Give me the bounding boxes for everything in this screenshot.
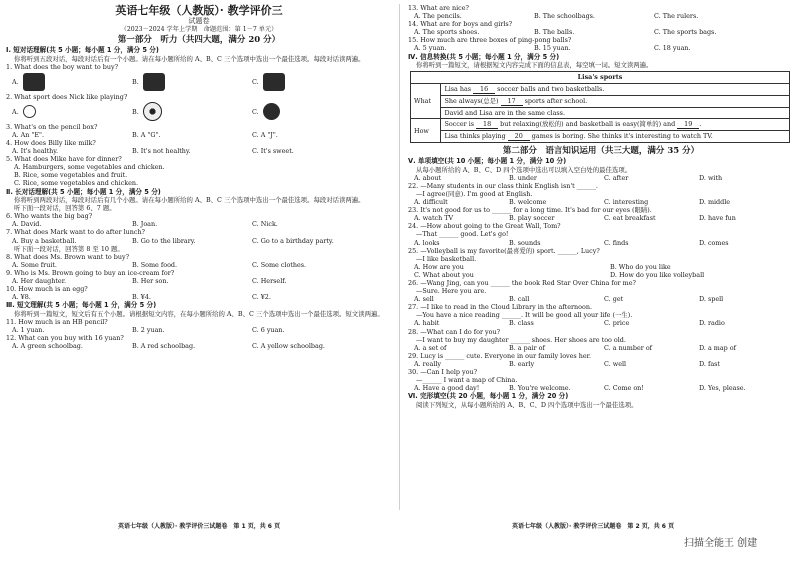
page-divider [399,4,400,510]
question-27-options: A. habit B. class C. price D. radio [414,319,725,328]
question-9: 9. Who is Ms. Brown going to buy an ice-cream for? [6,268,175,277]
option-c: C. [252,73,372,91]
question-25: 25. —Volleyball is my favorite(最喜爱的) sport. ______, Lucy? [408,246,600,255]
question-15-options: A. 5 yuan. B. 15 yuan. C. 18 yuan. [414,44,691,53]
page-two [408,4,794,514]
section-instruction: 你将听到一篇短文，请根据短文内容完成下面的信息表，每空填一词。短文读两遍。 [416,61,653,70]
question-11: 11. How much is an HB pencil? [6,317,108,326]
option-line: A. Hamburgers, some vegetables and chicken. [14,163,165,172]
question-1: 1. What does the boy want to buy? [6,62,119,71]
question-9-options: A. Her daughter. B. Her son. C. Herself. [12,276,287,285]
question-3-options: A. An "E". B. A "G". C. A "J". [12,130,278,139]
soccer-ball-picture [143,102,162,121]
question-22: 22. —Many students in our class think English isn't ______. [408,181,598,190]
question-1-options [6,71,392,93]
question-29: 29. Lucy is ______ cute. Everyone in our family loves her. [408,351,592,360]
table-cell: Soccer is 18 but relaxing(放松的) and basketball is easy(简单的) and 19 . [441,119,790,131]
table-row-label: How [411,119,441,143]
answer-blank-16[interactable]: 16 [473,85,495,94]
question-24-reply: —That ______ good. Let's go! [416,230,509,239]
page-two-footer: 英语七年级（人教版）· 教学评价三试题卷 第 2 页，共 6 页 [512,523,675,530]
question-26-reply: —Sure. Here you are. [416,287,487,296]
question-13: 13. What are nice? [408,4,469,12]
page-one-footer: 英语七年级（人教版）· 教学评价三试题卷 第 1 页，共 6 页 [118,523,281,530]
question-11-options: A. 1 yuan. B. 2 yuan. C. 6 yuan. [12,325,285,334]
section-instruction: 你将听到五段对话，每段对话后有一个小题。请在每小题所给的 A、B、C 三个选项中选出一个最佳选项。每段对话读两遍。 [14,54,365,63]
question-21-options: A. about B. under C. after D. with [414,173,723,182]
section-heading: Ⅳ. 信息转换(共 5 小题；每小题 1 分，满分 5 分) [408,52,560,61]
ping-pong-ball-picture [23,105,36,118]
option-line: C. Rice, some vegetables and chicken. [14,179,139,188]
question-14: 14. What are for boys and girls? [408,20,513,29]
option-c: C. [252,103,372,120]
question-24: 24. —How about going to the Great Wall, Tom? [408,222,561,231]
question-14-options: A. The sports shoes. B. The balls. C. The sports bags. [414,28,717,37]
exam-scope: （2023－2024 学年上学期 命题范围：第 1－7 单元） [120,26,278,33]
section-heading: Ⅰ. 短对话理解(共 5 小题；每小题 1 分，满分 5 分) [6,46,159,54]
question-8-options: A. Some fruit. B. Some food. C. Some clothes. [12,260,307,269]
question-28-options: A. a set of B. a pair of C. a number of D. a map of [414,343,737,352]
answer-blank-18[interactable]: 18 [476,120,498,129]
table-row-label: What [411,84,441,119]
question-30-options: A. Have a good day! B. You're welcome. C. Come on! D. Yes, please. [414,384,746,393]
question-30-reply: —______ I want a map of China. [416,376,518,385]
option-a: A. [12,73,132,91]
exam-title: 英语七年级（人教版）· 教学评价三 [115,4,283,17]
question-28-reply: —I want to buy my daughter ______ shoes. Her shoes are too old. [416,335,626,344]
question-27: 27. —I like to read in the Cloud Library in the afternoon. [408,303,593,312]
exam-subtitle: 试题卷 [188,17,210,25]
question-23: 23. It's not good for us to ______ for a long time. It's bad for our eyes (眼睛). [408,206,652,215]
section-heading: Ⅴ. 单项填空(共 10 小题；每小题 1 分，满分 10 分) [408,157,567,166]
answer-blank-20[interactable]: 20 [508,132,530,141]
question-2: 2. What sport does Nick like playing? [6,92,128,101]
question-4-options: A. It's healthy. B. It's not healthy. C. It's sweet. [12,147,294,156]
question-12-options: A. A green schoolbag. B. A red schoolbag. C. A yellow schoolbag. [12,342,325,351]
question-8: 8. What does Ms. Brown want to buy? [6,252,130,261]
question-6: 6. Who wants the big bag? [6,212,93,221]
table-title: Lisa's sports [411,72,790,84]
page-one [6,4,392,514]
shorts-picture [263,73,285,91]
question-30: 30. —Can I help you? [408,368,478,376]
table-cell: David and Lisa are in the same class. [441,108,790,119]
question-28: 28. —What can I do for you? [408,327,501,336]
question-12: 12. What can you buy with 16 yuan? [6,334,124,343]
question-2-options [6,101,392,123]
question-27-reply: —You have a nice reading ______. It will be good all your life (一生). [416,311,633,320]
question-10-options: A. ¥8. B. ¥4. C. ¥2. [12,293,271,302]
sports-shoes-picture [23,73,45,91]
question-7-options: A. Buy a basketball. B. Go to the library. C. Go to a birthday party. [12,236,334,245]
info-table [410,71,790,143]
section-instruction: 阅读下列短文，从每小题所给的 A、B、C、D 四个选项中选出一个最佳选项。 [416,400,638,409]
answer-blank-17[interactable]: 17 [501,97,523,106]
table-cell: She always(总是) 17 sports after school. [441,96,790,108]
part-one-heading: 第一部分 听力（共四大题，满分 20 分） [117,35,281,45]
option-a: A. [12,105,132,118]
question-6-options: A. David. B. Joan. C. Nick. [12,220,278,229]
section-instruction: 你将听到两段对话，每段对话后有几个小题。请在每小题所给的 A、B、C 三个选项中选出一个最佳选项。每段对话读两遍。 [14,196,365,205]
part-two-heading: 第二部分 语言知识运用（共三大题，满分 35 分） [502,146,700,157]
question-26-options: A. sell B. call C. get D. spell [414,295,724,304]
answer-blank-19[interactable]: 19 [677,120,699,129]
question-22-options: A. difficult B. welcome C. interesting D. middle [414,198,731,207]
section-instruction: 听下面一段对话，回答第 8 至 10 题。 [14,244,124,253]
option-b: B. [132,102,252,121]
question-22-reply: —I agree(同意). I'm good at English. [416,189,533,198]
question-26: 26. —Wang Jing, can you ______ the book Red Star Over China for me? [408,278,636,287]
question-25-reply: —I like basketball. [416,254,477,263]
question-25-options-cd: C. What about you D. How do you like volleyball [414,270,705,279]
question-4: 4. How does Billy like milk? [6,138,96,147]
section-heading: Ⅱ. 长对话理解(共 5 小题；每小题 1 分，满分 5 分) [6,187,161,196]
section-instruction: 听下面一段对话，回答第 6、7 题。 [14,204,116,213]
question-15: 15. How much are three boxes of ping-pong balls? [408,36,572,45]
question-25-options-ab: A. How are you B. Who do you like [414,262,671,271]
question-29-options: A. really B. early C. well D. fast [414,359,720,368]
question-7: 7. What does Mark want to do after lunch? [6,228,145,237]
question-3: 3. What's on the pencil box? [6,122,98,131]
question-23-options: A. watch TV B. play soccer C. eat breakfast D. have fun [414,214,736,223]
table-cell: Lisa thinks playing 20 games is boring. She thinks it's interesting to watch TV. [441,131,790,143]
section-instruction: 你将听到一篇短文，短文后有五个小题。请根据短文内容，在每小题所给的 A、B、C 三个选项中选出一个最佳选项。短文读两遍。 [14,309,384,318]
question-24-options: A. looks B. sounds C. finds D. comes [414,238,729,247]
option-b: B. [132,73,252,91]
option-line: B. Rice, some vegetables and fruit. [14,171,128,180]
section-instruction: 从每小题所给的 A、B、C、D 四个选项中选出可以填入空白处的最佳选项。 [416,165,632,174]
section-heading: Ⅵ. 完形填空(共 20 小题，每小题 1 分，满分 20 分) [408,392,569,401]
question-10: 10. How much is an egg? [6,285,88,294]
question-5: 5. What does Mike have for dinner? [6,155,122,164]
sneakers-picture [143,73,165,91]
section-heading: Ⅲ. 短文理解(共 5 小题；每小题 1 分，满分 5 分) [6,301,157,310]
scanner-watermark: 扫描全能王 创建 [684,538,758,549]
basketball-picture [263,103,280,120]
question-13-options: A. The pencils. B. The schoolbags. C. The rulers. [414,12,699,21]
table-cell: Lisa has 16 soccer balls and two basketballs. [441,84,790,96]
